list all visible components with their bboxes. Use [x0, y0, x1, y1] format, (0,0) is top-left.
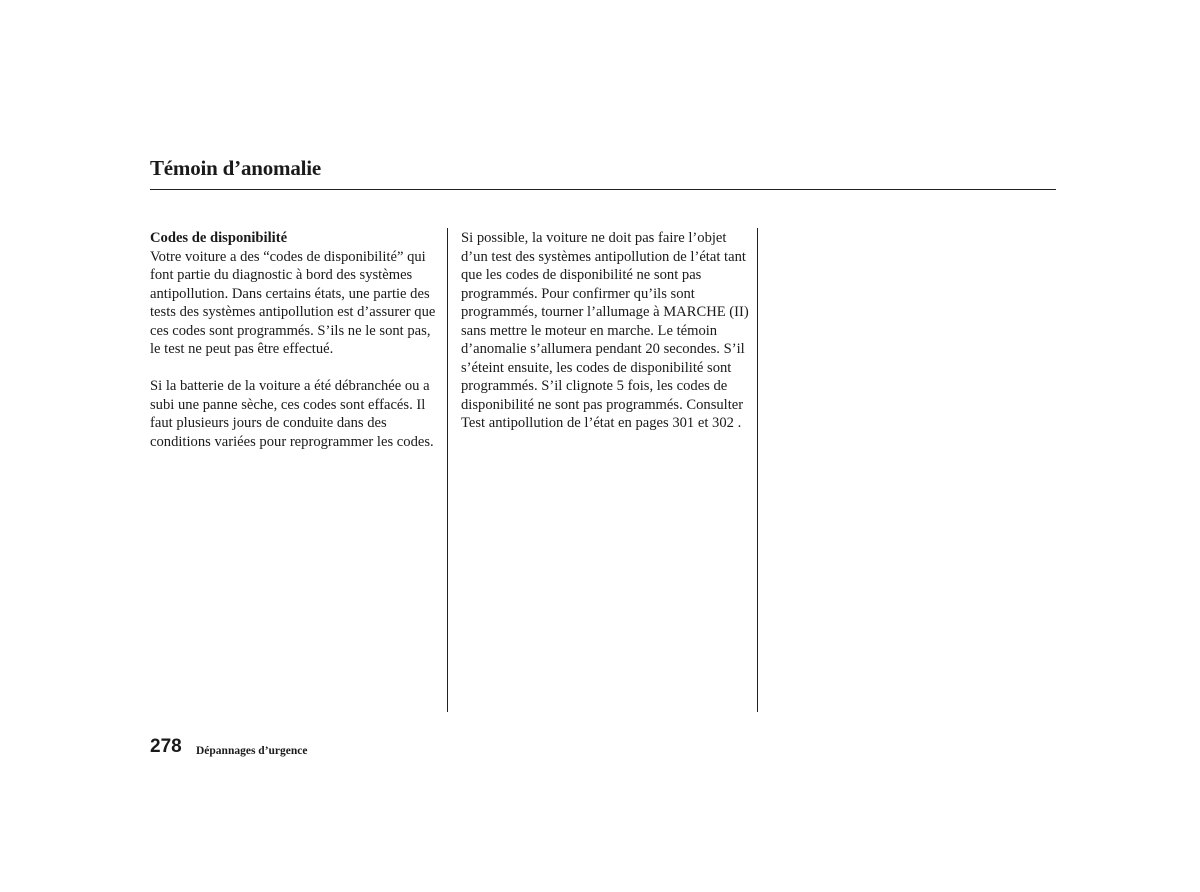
left-paragraph-2: Si la batterie de la voiture a été débranchée ou a subi une panne sèche, ces codes sont effacés. Il faut plusieurs jours de conduite dans des conditions variées pour reprogrammer les codes.	[150, 378, 434, 450]
page-number: 278	[150, 736, 182, 757]
left-column	[150, 229, 442, 452]
middle-paragraph-1: Si possible, la voiture ne doit pas faire l’objet d’un test des systèmes antipollution de l’état tant que les codes de disponibilité ne sont pas programmés. Pour confirmer qu’ils sont programmés, tourner l’allumage à MARCHE (II) sans mettre le moteur en marche. Le témoin d’anomalie s’allumera pendant 20 secondes. S’il s’éteint ensuite, les codes de disponibilité sont programmés. S’il clignote 5 fois, les codes de disponibilité ne sont pas programmés. Consulter Test antipollution de l’état en pages 301 et 302 .	[461, 230, 749, 432]
footer-section-name: Dépannages d’urgence	[196, 745, 308, 757]
title-divider	[150, 189, 1056, 190]
column-divider-2	[757, 228, 758, 712]
page-title: Témoin d’anomalie	[150, 156, 322, 180]
column-divider-1	[447, 228, 448, 712]
middle-column	[461, 229, 753, 433]
left-paragraph-1: Votre voiture a des “codes de disponibilité” qui font partie du diagnostic à bord des systèmes antipollution. Dans certains états, une partie des tests des systèmes antipollution est d’assurer que ces codes sont programmés. S’ils ne le sont pas, le test ne peut pas être effectué.	[150, 248, 436, 358]
section-heading: Codes de disponibilité	[150, 230, 288, 246]
